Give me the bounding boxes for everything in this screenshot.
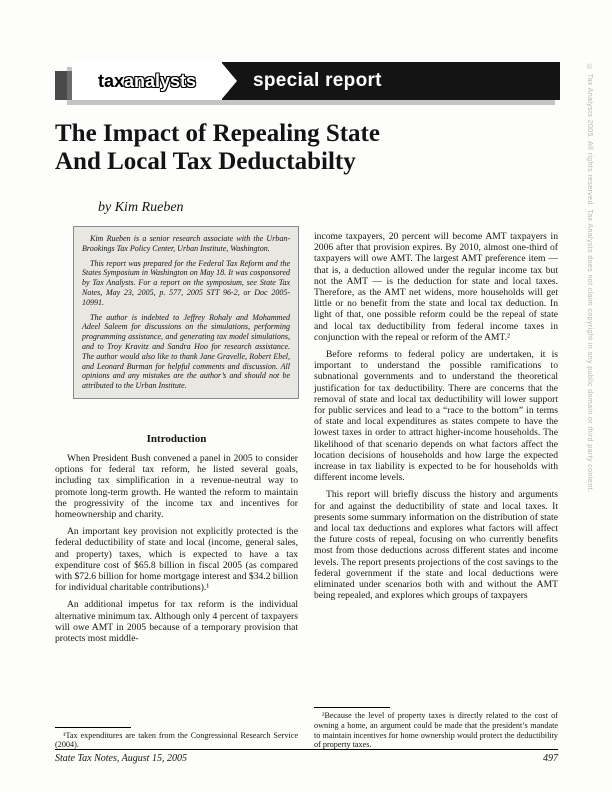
author-note-paragraph: The author is indebted to Jeffrey Rohaly and Mohammed Adeel Saleem for discussions on the simulations, performing programming assistance, and generating tax model simulations, and to Troy Kravitz and Sandra Hoo for research assistance. The author would also like to thank Jane Gravelle, Robert Ebel, and Leonard Burman for helpful comments and discussion. All opinions and any mistakes are the author’s and should not be attributed to the Urban Institute.	[82, 312, 290, 391]
banner-endcap	[55, 71, 72, 100]
body-paragraph: This report will briefly discuss the history and arguments for and against the deductibility of state and local taxes. It presents some summary information on the distribution of state and local tax deductions and explores what factors will affect the future costs of repeal, focusing on who currently benefits most from those deductions across different states and income levels. The report presents projections of the cost savings to the federal government if the state and local deductions were eliminated under scenarios both with and without the AMT being repealed, and explores which groups of taxpayers	[314, 489, 558, 602]
footnote-rule	[314, 707, 390, 708]
footer-journal-date: State Tax Notes, August 15, 2005	[55, 753, 187, 764]
footer-page-number: 497	[543, 753, 558, 764]
body-paragraph: income taxpayers, 20 percent will become AMT taxpayers in 2006 after that provision expires. By 2010, almost one-third of taxpayers will owe AMT. The largest AMT preference item — that is, a deduction allowed under the regular income tax but not the AMT — is the deduction for state and local taxes. Therefore, as the AMT net widens, more households will get little or no benefit from the state and local tax deduction. In light of that, one possible reform could be the repeal of state and local tax deductibility from federal income taxes in conjunction with the repeal or reform of the AMT.²	[314, 231, 558, 343]
article-title-line2: And Local Tax Deductabilty	[55, 148, 356, 175]
header-banner	[55, 62, 560, 100]
banner-report-type: special report	[253, 70, 382, 91]
byline: by Kim Rueben	[98, 200, 184, 215]
article-title	[55, 120, 380, 176]
article-title-line1: The Impact of Repealing State	[55, 120, 380, 147]
footnote-2	[314, 707, 558, 750]
body-paragraph: When President Bush convened a panel in 2005 to consider options for federal tax reform, he listed several goals, including tax simplification in a revenue-neutral way to promote long-term growth. He wanted the reform to maintain the progressivity of the income tax and incentives for homeownership and charity.	[55, 453, 298, 521]
body-paragraph: An important key provision not explicitly protected is the federal deductibility of state and local (income, general sales, and property) taxes, which is expected to have a tax expenditure cost of $65.8 billion in fiscal 2005 (as compared with $72.6 billion for home mortgage interest and $34.2 billion for individual charitable contributions).¹	[55, 526, 298, 594]
page-footer	[55, 749, 558, 764]
left-column	[55, 433, 298, 750]
author-note-paragraph: This report was prepared for the Federal Tax Reform and the States Symposium in Washington on May 18. It was cosponsored by Tax Analysts. For a report on the symposium, see State Tax Notes, May 23, 2005, p. 577, 2005 STT 96-2, or Doc 2005-10991.	[82, 258, 290, 307]
vertical-copyright-notice: © Tax Analysts 2005. All rights reserved. Tax Analysts does not claim copyright in any public domain or third party content.	[586, 64, 593, 493]
right-column	[314, 231, 558, 750]
logo-text-analysts: analysts	[123, 70, 197, 91]
logo-text-tax: tax	[97, 70, 124, 91]
footnote-1	[55, 727, 298, 750]
footnote-2-text: ²Because the level of property taxes is directly related to the cost of owning a home, an argument could be made that the president’s mandate to maintain incentives for home ownership would protect the deductibility of property taxes.	[314, 711, 558, 750]
section-heading-introduction: Introduction	[146, 433, 207, 445]
author-note-box	[73, 226, 299, 399]
author-note-paragraph: Kim Rueben is a senior research associate with the Urban-Brookings Tax Policy Center, Urban Institute, Washington.	[82, 234, 290, 253]
taxanalysts-logo	[72, 62, 222, 100]
body-paragraph: Before reforms to federal policy are undertaken, it is important to understand the possible ramifications to subnational governments and to understand the theoretical justification for tax deductibility. There are concerns that the removal of state and local tax deductibility will lower support for public services and lead to a “race to the bottom” in terms of state and local expenditures as states compete to have the lowest taxes in order to attract higher-income households. The likelihood of that scenario depends on what factors affect the location decisions of households and how large the expected increase in tax liability is expected to be for households with different income levels.	[314, 349, 558, 484]
body-paragraph: An additional impetus for tax reform is the individual alternative minimum tax. Although only 4 percent of taxpayers will owe AMT in 2005 because of a temporary provision that protects most middle-	[55, 599, 298, 645]
footnote-rule	[55, 727, 131, 728]
footnote-1-text: ¹Tax expenditures are taken from the Congressional Research Service (2004).	[55, 730, 298, 750]
